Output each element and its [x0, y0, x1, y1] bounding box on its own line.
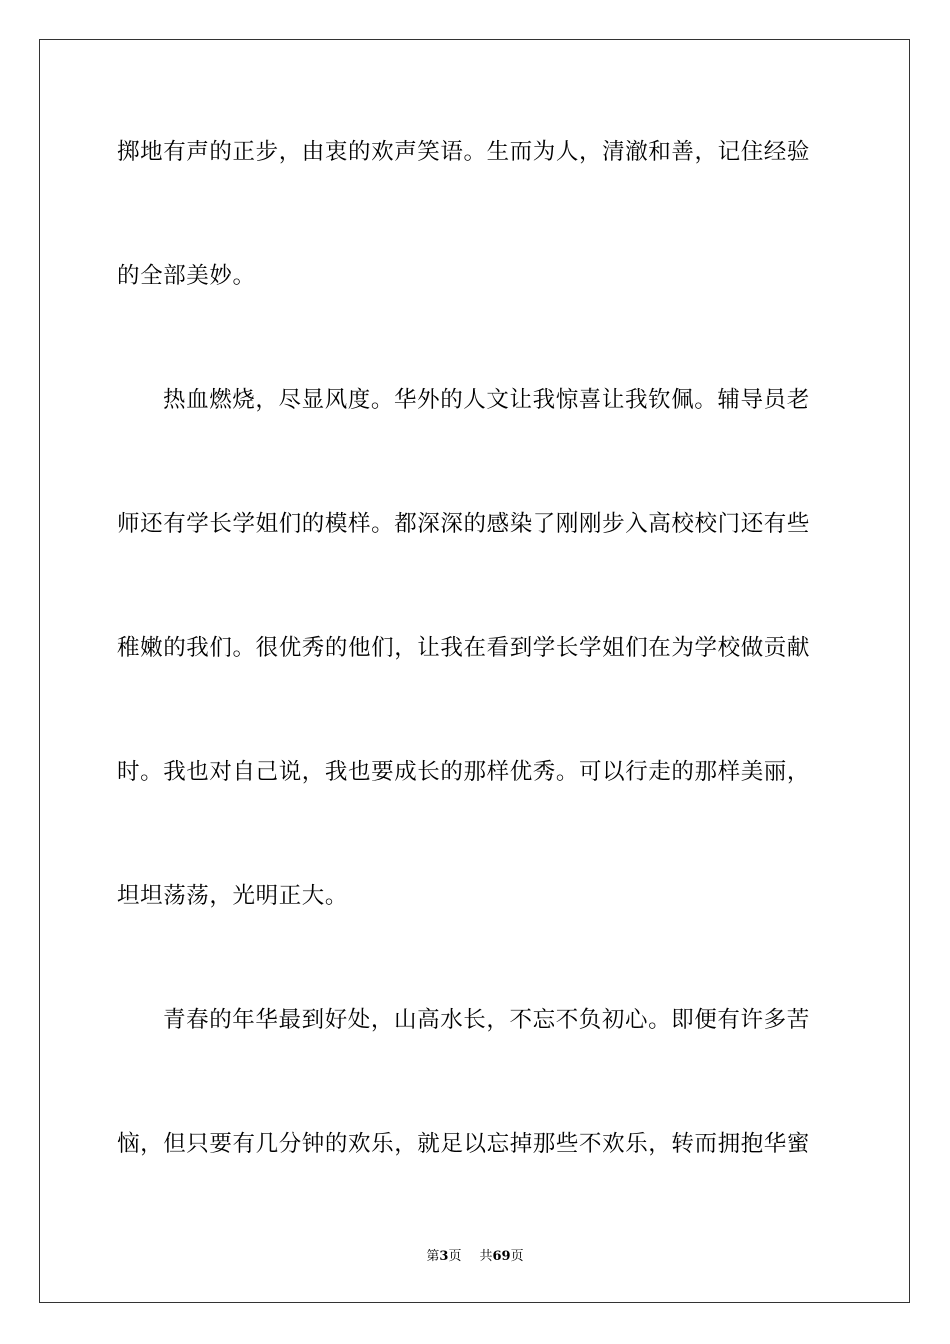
footer-page-prefix: 第	[426, 1249, 440, 1264]
footer-total-suffix: 页	[510, 1249, 524, 1264]
footer-page-number: 3	[439, 1249, 449, 1264]
text-line-5: 稚嫩的我们。很优秀的他们，让我在看到学长学姐们在为学校做贡献	[117, 635, 811, 661]
page-footer	[0, 1248, 950, 1266]
text-line-2: 的全部美妙。	[117, 263, 256, 289]
text-line-6: 时。我也对自己说，我也要成长的那样优秀。可以行走的那样美丽，	[117, 759, 811, 785]
page-border	[39, 39, 910, 1303]
text-line-7: 坦坦荡荡，光明正大。	[117, 883, 349, 909]
text-line-3: 热血燃烧，尽显风度。华外的人文让我惊喜让我钦佩。辅导员老	[163, 387, 810, 413]
text-line-8: 青春的年华最到好处，山高水长，不忘不负初心。即便有许多苦	[163, 1007, 810, 1033]
text-line-1: 掷地有声的正步，由衷的欢声笑语。生而为人，清澈和善，记住经验	[117, 139, 811, 165]
footer-total-pages: 69	[492, 1249, 511, 1264]
footer-total-prefix: 共	[479, 1249, 493, 1264]
footer-page-suffix: 页	[448, 1249, 462, 1264]
text-line-4: 师还有学长学姐们的模样。都深深的感染了刚刚步入高校校门还有些	[117, 511, 811, 537]
text-line-9: 恼，但只要有几分钟的欢乐，就足以忘掉那些不欢乐，转而拥抱华蜜	[117, 1131, 811, 1157]
